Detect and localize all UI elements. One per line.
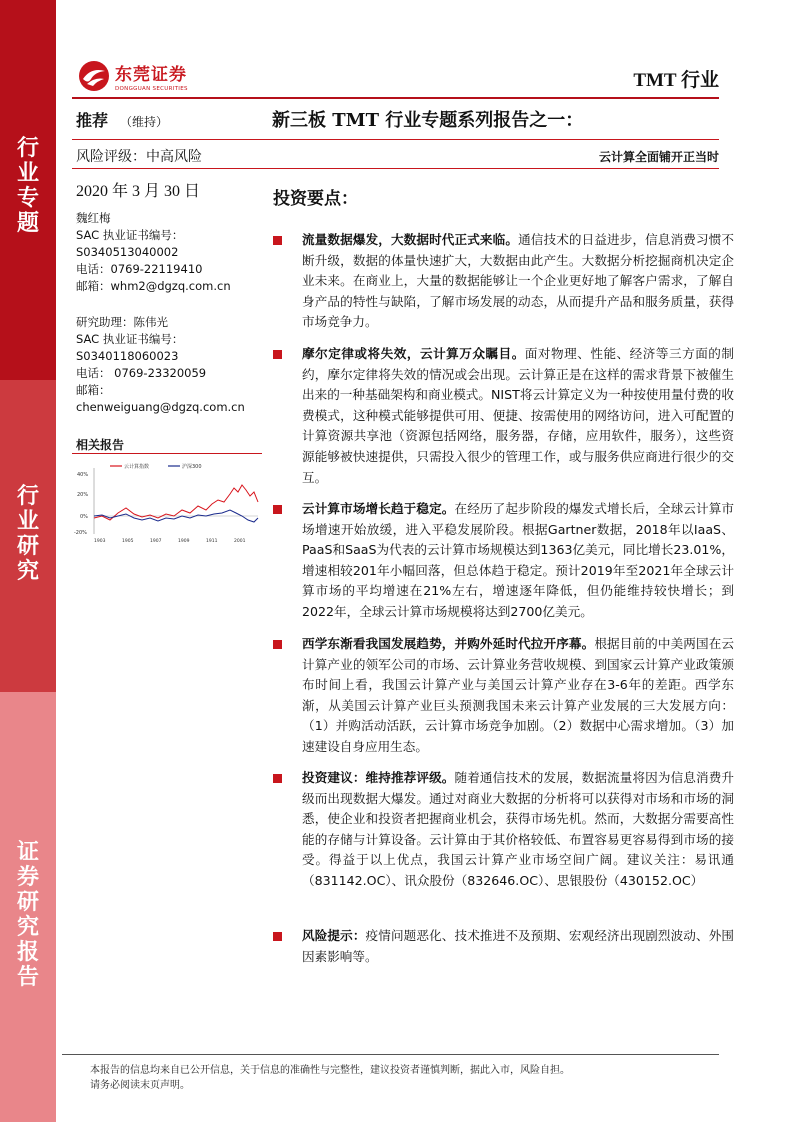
sector-label: TMT 行业 xyxy=(633,70,719,91)
point-text: 根据目前的中美两国在云计算产业的领军公司的市场、云计算业务营收规模、到国家云计算产业政策颁布时间上看，我国云计算产业与美国云计算产业存在3-6年的差距。西学东渐，从美国云计算产业巨头预测我国未来云计算产业发展的三大发展方向：（1）并购活动活跃，云计算市场竞争加剧。（2）数据中心需求增加。（3）加速建设自身应用生态。 xyxy=(302,636,735,754)
point-paragraph xyxy=(302,230,734,333)
logo-icon xyxy=(77,59,111,93)
disclaimer-line: 本报告的信息均来自已公开信息，关于信息的准确性与完整性，建议投资者谨慎判断，据此入市，风险自担。 xyxy=(90,1065,570,1076)
rating-note: （维持） xyxy=(120,115,169,129)
x-tick-1903: 1903 xyxy=(94,539,106,544)
analyst-info xyxy=(76,210,231,295)
footer-divider xyxy=(62,1054,719,1055)
section-heading: 投资要点： xyxy=(273,189,358,209)
sidebar-section-securities-report: 证 券 研 究 报 告 xyxy=(0,692,56,1122)
point-heading: 西学东渐看我国发展趋势，并购外延时代拉开序幕。 xyxy=(302,636,595,651)
y-tick-neg20: -20% xyxy=(74,530,87,536)
rating-label: 推荐 xyxy=(76,111,109,130)
company-logo xyxy=(77,58,188,94)
x-tick-1911: 1911 xyxy=(206,539,218,544)
index-comparison-chart xyxy=(72,458,262,546)
chart-plot-area xyxy=(84,462,260,536)
assistant-phone: 电话： 0769-23320059 xyxy=(76,366,207,380)
point-text: 面对物理、性能、经济等三方面的制约，摩尔定律将失效的情况或会出现。云计算正是在这样的需求背景下被催生出来的一种基础架构和商业模式。NIST将云计算定义为一种按使用量付费的收费模式，这种模式能够提供可用、便捷、按需使用的网络访问，进入可配置的计算资源共享池（资源包括网络，服务器，存储，应用软件，服务），这些资源能够被快速提供，只需投入很少的管理工作，或与服务供应商进行很少的交互。 xyxy=(302,346,735,485)
point-text: 在经历了起步阶段的爆发式增长后，全球云计算市场增速开始放缓，进入平稳发展阶段。根据Gartner数据，2018年以IaaS、PaaS和SaaS为代表的云计算市场规模达到1363亿美元，同比增长23.01%，增速相较201年小幅回落，但总体趋于稳定。预计2019年至2021年全球云计算市场的平均增速在21%左右，增速逐年降低，但仍能维持较快增长；到2022年，全球云计算市场规模将达到2700亿美元。 xyxy=(302,501,735,619)
x-tick-1909: 1909 xyxy=(178,539,190,544)
assistant-name: 研究助理：陈伟光 xyxy=(76,315,168,329)
x-tick-2001: 2001 xyxy=(234,539,246,544)
point-heading: 摩尔定律或将失效，云计算万众瞩目。 xyxy=(302,346,525,361)
legend-cloud: 云计算指数 xyxy=(124,464,150,470)
rating xyxy=(76,108,168,131)
bullet-square-icon xyxy=(273,932,282,941)
assistant-cert: S0340118060023 xyxy=(76,349,179,363)
point-heading: 投资建议：维持推荐评级。 xyxy=(302,770,455,785)
point-heading: 云计算市场增长趋于稳定。 xyxy=(302,501,455,516)
y-tick-20: 20% xyxy=(77,492,89,498)
header-divider xyxy=(72,97,719,99)
sidebar-section-industry-research: 行 业 研 究 xyxy=(0,380,56,692)
point-paragraph xyxy=(302,634,734,758)
x-tick-1907: 1907 xyxy=(150,539,162,544)
related-reports-title: 相关报告 xyxy=(76,438,125,452)
logo-english: DONGGUAN SECURITIES xyxy=(115,86,188,92)
point-text: 通信技术的日益进步，信息消费习惯不断升级，数据的体量快速扩大，大数据由此产生。大数据分析挖掘商机决定企业未来。在商业上，大量的数据能够让一个企业更好地了解客户需求，了解自身产品的特性与缺陷，了解市场发展的动态，从而提升产品和服务质量，获得市场竞争力。 xyxy=(302,232,735,330)
point-text: 随着通信技术的发展，数据流量将因为信息消费升级而出现数据大爆发。通过对商业大数据的分析将可以获得对市场和市场的洞悉，使企业和投资者把握商业机会，获得市场先机。然而，大数据分需要高性能的存储与计算设备。云计算由于其价格较低、布置容易更容易得到市场的接受。得益于以上优点，我国云计算产业市场空间广阔。建议关注：易讯通（831142.OC）、讯众股份（832646.OC）、思银股份（430152.OC） xyxy=(302,770,735,888)
disclaimer-note: 请务必阅读末页声明。 xyxy=(90,1080,190,1091)
y-tick-40: 40% xyxy=(77,472,89,478)
point-paragraph xyxy=(302,344,734,488)
report-date: 2020 年 3 月 30 日 xyxy=(76,183,201,200)
point-paragraph xyxy=(302,499,734,623)
bullet-square-icon xyxy=(273,774,282,783)
logo-name: 东莞证券 xyxy=(115,65,187,85)
subtitle-divider xyxy=(72,168,719,169)
legend-hs300: 沪深300 xyxy=(182,464,202,470)
point-paragraph xyxy=(302,926,734,967)
bullet-square-icon xyxy=(273,505,282,514)
assistant-info xyxy=(76,314,245,416)
analyst-cert-label: SAC 执业证书编号： xyxy=(76,228,184,242)
x-tick-1905: 1905 xyxy=(122,539,134,544)
point-text: 疫情问题恶化、技术推进不及预期、宏观经济出现剧烈波动、外围因素影响等。 xyxy=(302,928,735,964)
footer-disclaimer xyxy=(90,1063,570,1093)
analyst-phone: 电话：0769-22119410 xyxy=(76,262,203,276)
risk-rating: 风险评级：中高风险 xyxy=(76,149,202,165)
bullet-square-icon xyxy=(273,236,282,245)
point-heading: 风险提示： xyxy=(302,928,366,943)
report-subtitle: 云计算全面铺开正当时 xyxy=(598,150,719,164)
assistant-email: chenweiguang@dgzq.com.cn xyxy=(76,400,245,414)
point-heading: 流量数据爆发，大数据时代正式来临。 xyxy=(302,232,519,247)
y-tick-0: 0% xyxy=(80,514,88,520)
sidebar-section-industry-topic: 行 业 专 题 xyxy=(0,0,56,380)
bullet-square-icon xyxy=(273,350,282,359)
point-paragraph xyxy=(302,768,734,892)
title-divider xyxy=(72,139,719,140)
related-divider xyxy=(72,453,262,454)
assistant-cert-label: SAC 执业证书编号： xyxy=(76,332,184,346)
page-title: 新三板 TMT 行业专题系列报告之一： xyxy=(272,110,584,131)
analyst-email: 邮箱：whm2@dgzq.com.cn xyxy=(76,279,231,293)
bullet-square-icon xyxy=(273,640,282,649)
analyst-name: 魏红梅 xyxy=(76,211,111,225)
analyst-cert: S0340513040002 xyxy=(76,245,179,259)
assistant-email-label: 邮箱： xyxy=(76,383,111,397)
